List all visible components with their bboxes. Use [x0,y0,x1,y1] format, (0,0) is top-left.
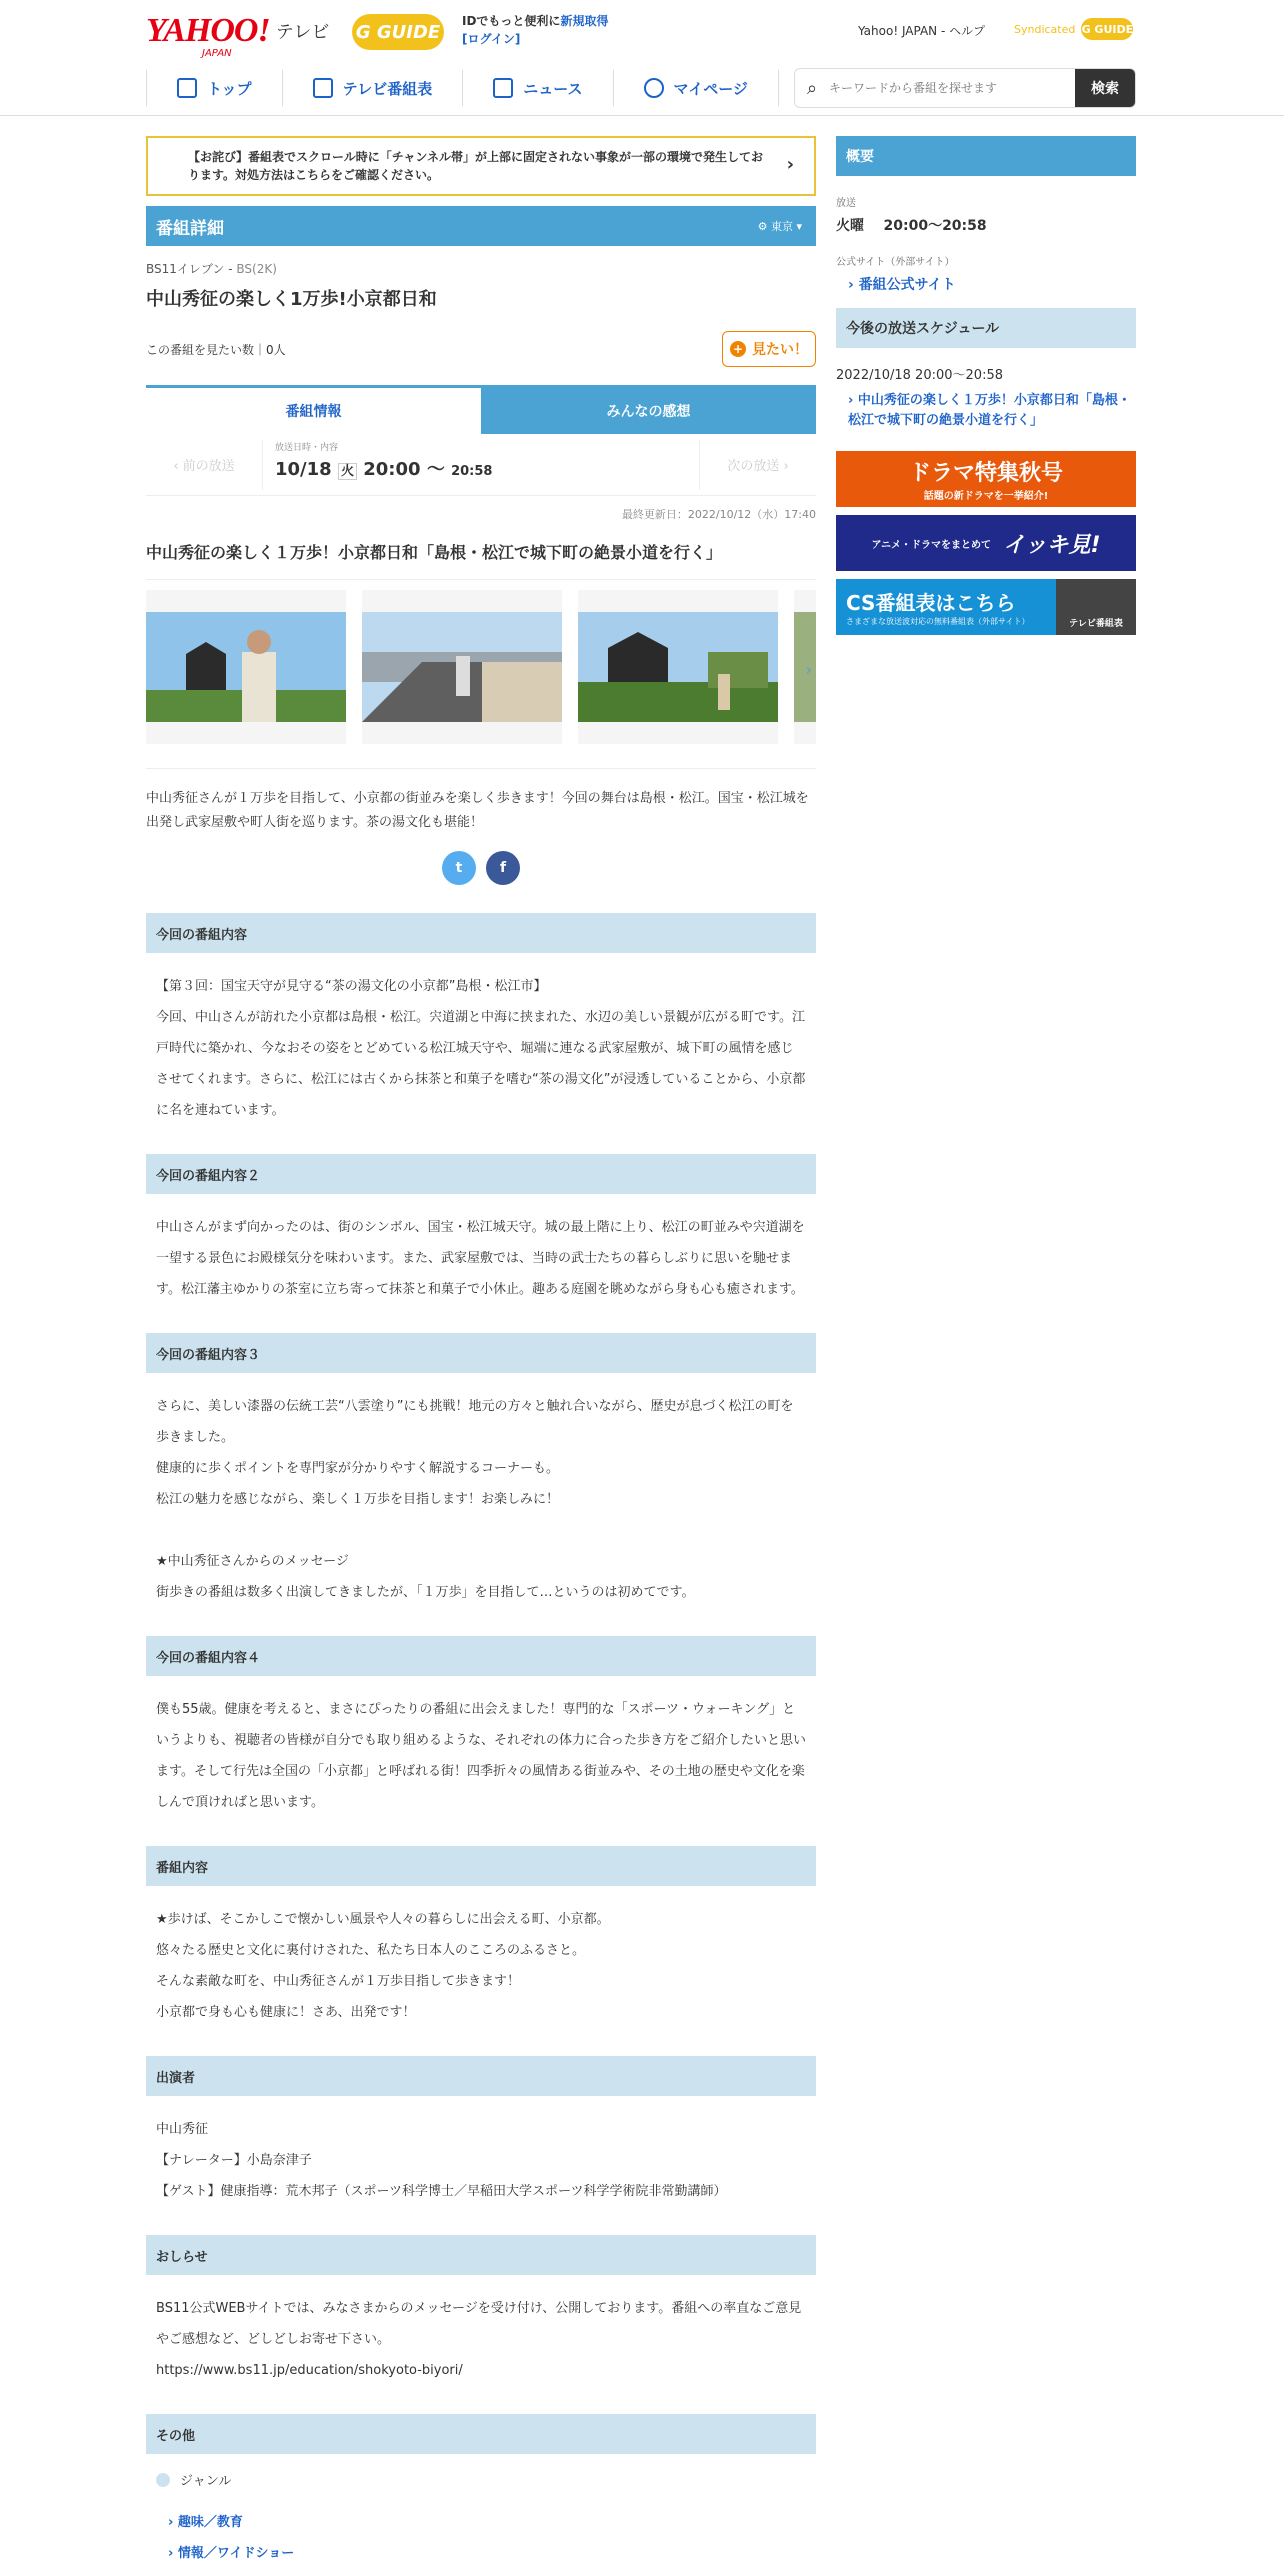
section-body [146,2275,816,2386]
section-line: 松江の魅力を感じながら、楽しく１万歩を目指します！お楽しみに！ [156,1492,560,1507]
section-body [146,1194,816,1305]
bridge-photo [362,612,562,722]
section-line: さらに、美しい漆器の伝統工芸“八雲塗り”にも挑戦！地元の方々と触れ合いながら、歴史が息づく松江の町を歩きました。 [156,1399,794,1445]
login-link[interactable]: [ログイン] [462,32,521,46]
section-body [146,1373,816,1608]
broadcast-weekday: 火 [338,463,357,480]
tab-program-info[interactable]: 番組情報 [146,388,481,434]
tab-reviews[interactable]: みんなの感想 [481,388,816,434]
header-links: Yahoo! JAPAN - ヘルプ [858,24,986,38]
want-button-label: 見たい！ [752,342,808,358]
tv-icon [313,78,333,98]
other-heading: その他 [146,2414,816,2454]
genre-row [146,2470,816,2489]
logo-yahoo: YAHOO! [146,12,270,49]
broadcast-end: 20:58 [451,463,493,479]
facebook-icon[interactable]: f [486,851,520,885]
channel-line: BS11イレブン - BS(2K) [146,262,277,276]
syndicated-gguide: G GUIDE [1081,18,1133,40]
section-line: 悠々たる歴史と文化に裏付けされた、私たち日本人のこころのふるさと。 [156,1943,586,1958]
section-heading: 今回の番組内容２ [146,1154,816,1194]
want-button[interactable] [722,331,816,367]
section-line [156,1515,806,1546]
cs-banner-title: CS番組表はこちら [846,591,1016,615]
section-line: https://www.bs11.jp/education/shokyoto-biyori/ [156,2363,463,2378]
search-box [794,68,1136,108]
chevron-right-icon: › [786,154,794,175]
nav-news[interactable] [462,70,612,106]
ikkimi-banner-title: イッキ見! [1002,532,1101,558]
genre-dot-icon [156,2473,170,2487]
broadcast-datetime [262,440,700,490]
drama-banner[interactable] [836,451,1136,507]
cs-banner-badge: テレビ番組表 [1056,579,1136,635]
nav-tv-guide-label: テレビ番組表 [342,79,433,98]
want-row: この番組を見たい数｜0人 + 見たい！ [146,331,816,367]
episode-title: 中山秀征の楽しく１万歩！小京都日和「島根・松江で城下町の絶景小道を行く」 [146,540,816,580]
broadcast-nav [146,434,816,496]
person-icon [644,78,664,98]
yahoo-japan-link[interactable]: Yahoo! JAPAN [858,24,938,38]
photo-carousel [146,590,816,744]
genre-label: ジャンル [180,2474,232,2489]
detail-section-title: 番組詳細 [156,218,224,239]
genre-link-label: 趣味／教育 [177,2515,243,2530]
notice-text: 【お詫び】番組表でスクロール時に「チャンネル帯」が上部に固定されない事象が一部の環境で発生しております。対処方法はこちらをご確認ください。 [188,150,764,182]
section-line: 中山秀征 [156,2122,209,2137]
broadcast-day: 火曜 [836,218,864,234]
section-body [146,1676,816,1818]
global-nav [146,70,779,106]
section-line: 健康的に歩くポイントを専門家が分かりやすく解説するコーナーも。 [156,1461,560,1476]
share-buttons [146,851,816,885]
gguide-logo[interactable]: G GUIDE [352,14,444,50]
broadcast-label: 放送 [836,198,856,209]
section-line: ★中山秀征さんからのメッセージ [156,1554,349,1569]
help-link[interactable]: ヘルプ [949,24,986,38]
genre-link-label: 情報／ワイドショー [177,2546,295,2561]
section-body [146,953,816,1126]
next-broadcast[interactable]: 次の放送 › [727,459,789,474]
ikkimi-banner-sub: アニメ・ドラマをまとめて [871,539,991,551]
official-site-link[interactable]: › 番組公式サイト [848,277,956,293]
syndicated-logo [1014,18,1133,40]
syndicated-label: Syndicated [1014,22,1076,36]
section-line: 中山さんがまず向かったのは、街のシンボル、国宝・松江城天守。城の最上階に上り、松江の町並みや宍道湖を一望する景色にお殿様気分を味わいます。また、武家屋敷では、当時の武士たちの暮らしぶりに思いを馳せます。松江藩主ゆかりの茶室に立ち寄って抹茶と和菓子で小休止。趣ある庭園を眺めながら身も心も癒されます。 [156,1220,805,1297]
cs-guide-banner[interactable] [836,579,1136,635]
date-label: 放送日時・内容 [275,442,339,453]
section-line: 僕も55歳。健康を考えると、まさにぴったりの番組に出会えました！専門的な「スポーツ・ウォーキング」というよりも、視聴者の皆様が自分でも取り組めるような、それぞれの体力に合った歩き方をご紹介したいと思います。そして行先は全国の「小京都」と呼ばれる街！四季折々の風情ある街並みや、その土地の歴史や文化を楽しんで頂ければと思います。 [156,1702,807,1810]
castle-photo [146,612,346,722]
section-body [146,2096,816,2207]
logo-japan: JAPAN [202,48,232,59]
section-line: 【ゲスト】健康指導：荒木邦子（スポーツ科学博士／早稲田大学スポーツ科学学術院非常勤講師） [156,2184,727,2199]
id-box [462,12,608,48]
location-selector[interactable]: ⚙ 東京 ▾ [757,220,802,233]
channel-type: BS(2K) [236,262,277,276]
section-line: BS11公式WEBサイトでは、みなさまからのメッセージを受け付け、公開しております。番組への率直なご意見やご感想など、どしどしお寄せ下さい。 [156,2301,802,2347]
search-input[interactable] [829,69,1075,107]
nav-news-label: ニュース [523,79,583,98]
genre-link[interactable]: › 情報／ワイドショー [168,2546,295,2561]
section-heading: おしらせ [146,2235,816,2275]
section-line: ★歩けば、そこかしこで懐かしい風景や人々の暮らしに出会える町、小京都。 [156,1912,610,1927]
channel-name: BS11イレブン [146,262,225,276]
nav-top-label: トップ [207,79,252,98]
section-line: そんな素敵な町を、中山秀征さんが１万歩目指して歩きます！ [156,1974,521,1989]
schedule-heading: 今後の放送スケジュール [836,308,1136,348]
location-label: 東京 [770,220,793,233]
photo-thumbnail[interactable] [578,590,778,744]
id-promo: IDでもっと便利に [462,14,561,28]
cs-banner-sub: さまざまな放送波対応の無料番組表（外部サイト） [846,617,1030,626]
detail-tabs [146,385,816,434]
register-link[interactable]: 新規取得 [560,14,609,28]
section-line: 今回、中山さんが訪れた小京都は島根・松江。宍道湖と中海に挟まれた、水辺の美しい景観が広がる町です。江戸時代に築かれ、今なおその姿をとどめている松江城天守や、堀端に連なる武家屋敷が、城下町の風情を感じさせてくれます。さらに、松江には古くから抹茶と和菓子を嗜む“茶の湯文化”が浸透していることから、小京都に名を連ねています。 [156,1010,806,1118]
schedule-time: 2022/10/18 20:00～20:58 [836,368,1003,383]
drama-banner-title: ドラマ特集秋号 [908,461,1063,486]
prev-broadcast[interactable]: ‹ 前の放送 [173,459,235,474]
last-updated: 最終更新日：2022/10/12（水）17:40 [621,508,816,521]
section-line: 街歩きの番組は数多く出演してきましたが、「１万歩」を目指して…というのは初めてです。 [156,1585,695,1600]
broadcast-start: 20:00 〜 [363,458,445,480]
prev-label: 前の放送 [182,459,235,474]
official-site-label: 公式サイト（外部サイト） [836,257,955,268]
yahoo-tv-logo[interactable] [146,12,330,59]
program-title: 中山秀征の楽しく1万歩!小京都日和 [146,289,437,310]
section-line: 【ナレーター】小島奈津子 [156,2153,312,2168]
sidebar [836,136,1136,635]
program-description: 中山秀征さんが１万歩を目指して、小京都の街並みを楽しく歩きます！今回の舞台は島根・松江。国宝・松江城を出発し武家屋敷や町人街を巡ります。茶の湯文化も堪能！ [146,768,816,835]
program-sections [146,913,816,2386]
search-icon: ⌕ [806,77,818,99]
section-heading: 今回の番組内容３ [146,1333,816,1373]
section-heading: 今回の番組内容４ [146,1636,816,1676]
carousel-next-icon[interactable]: › [805,660,812,679]
overview-heading: 概要 [836,136,1136,176]
want-label: この番組を見たい数 [146,342,255,357]
notice-banner[interactable] [146,136,816,196]
photo-thumbnail[interactable] [146,590,346,744]
nav-mypage[interactable] [613,70,779,106]
section-heading: 番組内容 [146,1846,816,1886]
drama-banner-sub: 話題の新ドラマを一挙紹介! [923,491,1049,502]
castle-grounds-photo [578,612,778,722]
ikkimi-banner[interactable] [836,515,1136,571]
logo-tv: テレビ [275,22,330,43]
photo-thumbnail[interactable] [362,590,562,744]
section-line: 【第３回：国宝天守が見守る“茶の湯文化の小京都”島根・松江市】 [156,979,547,994]
section-heading: 出演者 [146,2056,816,2096]
detail-header [146,206,816,246]
search-button[interactable]: 検索 [1075,69,1135,107]
genre-link[interactable]: › 趣味／教育 [168,2515,243,2530]
gear-icon: ⚙ [757,220,771,233]
section-body [146,1886,816,2028]
broadcast-date: 10/18 [275,458,332,480]
site-header [0,0,1284,116]
twitter-icon[interactable]: t [442,851,476,885]
section-line: 小京都で身も心も健康に！さあ、出発です！ [156,2005,416,2020]
broadcast-time: 20:00～20:58 [883,218,987,234]
main-content [146,136,816,2561]
schedule-link[interactable]: › 中山秀征の楽しく１万歩！小京都日和「島根・松江で城下町の絶景小道を行く」 [848,393,1131,428]
official-site-link-label: 番組公式サイト [858,277,956,293]
next-label: 次の放送 [727,459,780,474]
plus-icon: + [730,341,746,357]
nav-mypage-label: マイページ [673,79,748,98]
section-heading: 今回の番組内容 [146,913,816,953]
nav-top[interactable] [146,70,282,106]
schedule-link-label: 中山秀征の楽しく１万歩！小京都日和「島根・松江で城下町の絶景小道を行く」 [848,393,1131,428]
home-icon [177,78,197,98]
nav-tv-guide[interactable] [282,70,463,106]
news-icon [493,78,513,98]
want-count: 0人 [266,342,286,357]
